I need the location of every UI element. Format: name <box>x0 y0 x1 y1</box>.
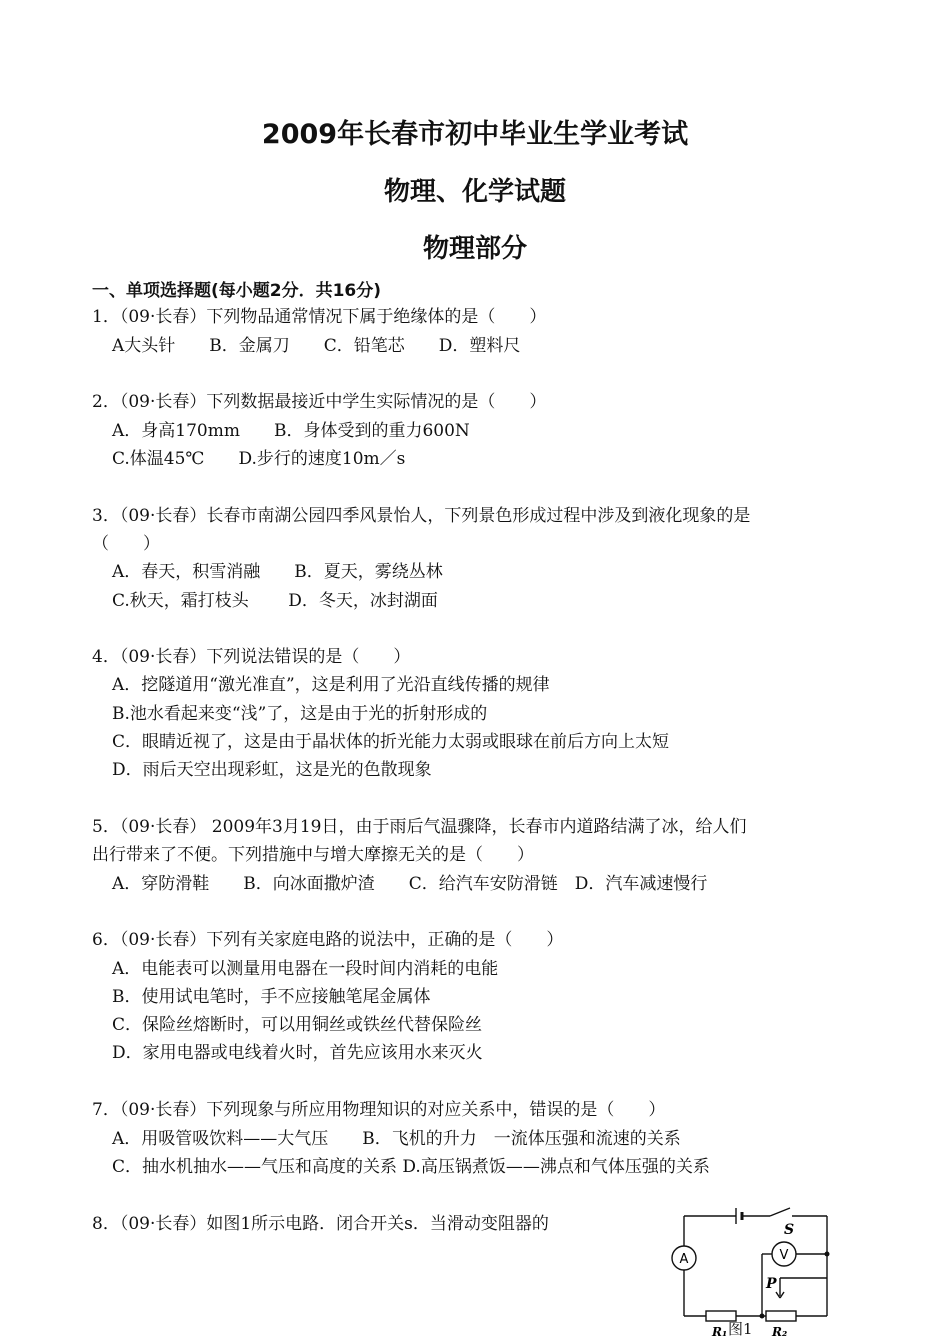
question-4-option-c: C．眼睛近视了，这是由于晶状体的折光能力太弱或眼球在前后方向上太短 <box>112 732 670 752</box>
question-3-option-line-2: C.秋天，霜打枝头 D．冬天，冰封湖面 <box>112 591 438 611</box>
question-5-options: A．穿防滑鞋 B．向冰面撒炉渣 C．给汽车安防滑链 D．汽车减速慢行 <box>112 874 708 894</box>
ammeter-label: A <box>679 1252 689 1267</box>
figure-caption: 图1 <box>728 1320 753 1338</box>
question-4-option-b: B.池水看起来变“浅”了，这是由于光的折射形成的 <box>112 704 488 724</box>
question-6-option-b: B．使用试电笔时，手不应接触笔尾金属体 <box>112 987 431 1007</box>
question-4-option-d: D．雨后天空出现彩虹，这是光的色散现象 <box>112 760 432 780</box>
question-6-option-a: A．电能表可以测量用电器在一段时间内消耗的电能 <box>112 959 499 979</box>
question-6-option-d: D．家用电器或电线着火时，首先应该用水来灭火 <box>112 1043 483 1063</box>
r1-label: R₁ <box>712 1325 728 1339</box>
question-7-option-line-2: C．抽水机抽水——气压和高度的关系 D.高压锅煮饭——沸点和气体压强的关系 <box>112 1157 710 1177</box>
exam-subtitle: 物理、化学试题 <box>383 177 566 207</box>
question-6-stem: 6．（09·长春）下列有关家庭电路的说法中，正确的是（ ） <box>92 930 564 950</box>
switch-label: S <box>784 1222 795 1238</box>
question-5-stem-cont: 出行带来了不便。下列措施中与增大摩擦无关的是（ ） <box>92 845 534 865</box>
question-4-option-a: A．挖隧道用“激光准直”，这是利用了光沿直线传播的规律 <box>112 675 550 695</box>
question-section-heading: 一、单项选择题(每小题2分．共16分) <box>92 281 382 301</box>
exam-title: 2009年长春市初中毕业生学业考试 <box>261 119 689 150</box>
question-8-stem: 8．（09·长春）如图1所示电路．闭合开关s．当滑动变阻器的 <box>92 1214 549 1234</box>
switch-blade <box>770 1208 790 1216</box>
question-5-stem: 5．（09·长春） 2009年3月19日，由于雨后气温骤降，长春市内道路结满了冰，给人们 <box>92 817 747 837</box>
question-3-stem-cont: （ ） <box>92 534 160 554</box>
voltmeter-label: V <box>779 1248 789 1263</box>
r2-label: R₂ <box>772 1325 788 1339</box>
question-3-stem: 3．（09·长春）长春市南湖公园四季风景怡人，下列景色形成过程中涉及到液化现象的是 <box>92 506 751 526</box>
question-2-stem: 2．（09·长春）下列数据最接近中学生实际情况的是（ ） <box>92 392 547 412</box>
question-1-options: A大头针 B．金属刀 C．铅笔芯 D．塑料尺 <box>112 336 521 356</box>
question-6-option-c: C．保险丝熔断时，可以用铜丝或铁丝代替保险丝 <box>112 1015 483 1035</box>
question-7-stem: 7．（09·长春）下列现象与所应用物理知识的对应关系中，错误的是（ ） <box>92 1100 666 1120</box>
section-title: 物理部分 <box>422 234 527 264</box>
question-3-option-line-1: A．春天，积雪消融 B．夏天，雾绕丛林 <box>112 562 443 582</box>
question-1-stem: 1．（09·长春）下列物品通常情况下属于绝缘体的是（ ） <box>92 307 547 327</box>
question-2-option-line-2: C.体温45℃ D.步行的速度10m／s <box>112 449 406 469</box>
question-4-stem: 4．（09·长春）下列说法错误的是（ ） <box>92 647 411 667</box>
question-7-option-line-1: A．用吸管吸饮料——大气压 B．飞机的升力 一流体压强和流速的关系 <box>112 1129 681 1149</box>
slider-label: P <box>766 1276 777 1292</box>
resistor-r2 <box>766 1311 796 1321</box>
question-2-option-line-1: A．身高170mm B．身体受到的重力600N <box>112 421 470 441</box>
